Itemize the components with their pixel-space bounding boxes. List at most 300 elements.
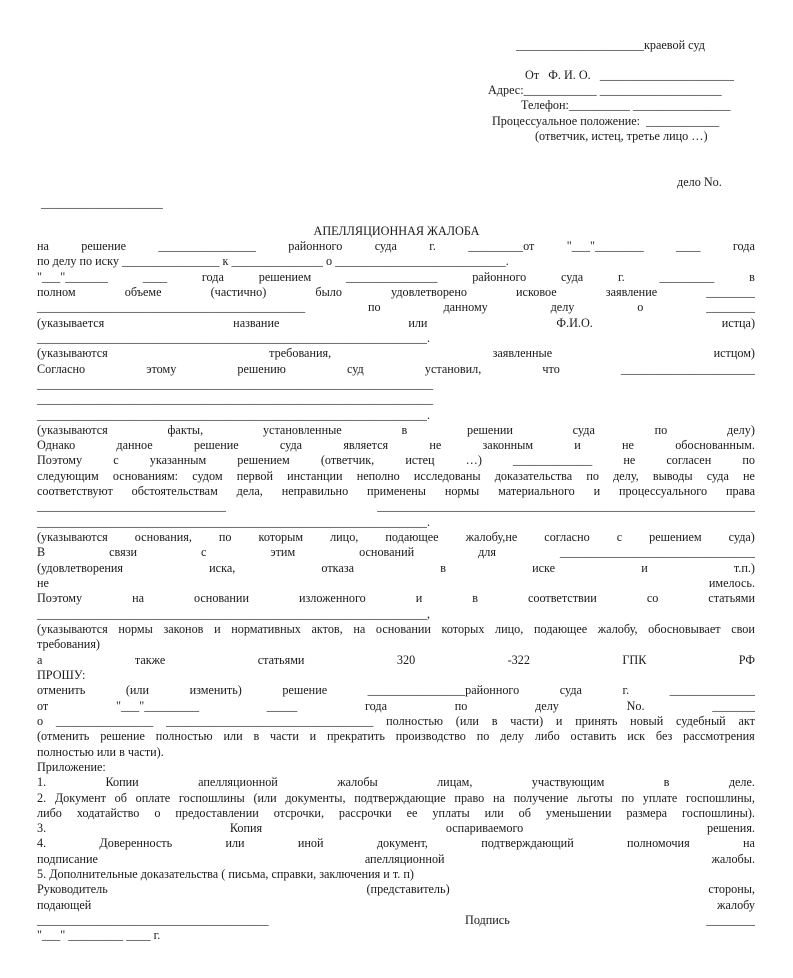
- word: о: [154, 805, 161, 820]
- word: актов,: [311, 622, 343, 636]
- word: нормативных: [231, 622, 301, 636]
- word: госпошлины).: [682, 805, 755, 820]
- word: либо: [534, 729, 560, 744]
- word: _____________: [513, 453, 593, 468]
- word: и: [214, 622, 221, 636]
- word: (или: [253, 790, 277, 805]
- word: (указываются: [37, 346, 108, 361]
- word: дела,: [236, 484, 263, 499]
- word: в: [401, 422, 408, 437]
- word: судом: [192, 468, 223, 483]
- word: участвующим: [531, 775, 605, 790]
- word: ______________________: [620, 361, 755, 376]
- word: 3.: [37, 821, 47, 836]
- word: либо: [37, 805, 62, 820]
- document-line: [37, 882, 755, 897]
- word: суда: [559, 683, 582, 698]
- word: заявленные: [492, 346, 553, 361]
- word: апелляционной: [198, 775, 278, 790]
- word: на: [132, 591, 145, 606]
- document-line: [37, 362, 755, 377]
- word: РФ: [738, 652, 755, 667]
- word: 4.: [37, 836, 47, 851]
- word: (отменить: [37, 729, 90, 744]
- word: ____________________________________________: [37, 300, 306, 315]
- word: иск: [627, 729, 646, 744]
- word: оспариваемого: [445, 821, 524, 836]
- word: суда): [728, 530, 755, 545]
- word: решению: [237, 361, 286, 376]
- word: Ф.И.О.: [556, 315, 593, 330]
- word: "___"_______: [37, 269, 108, 284]
- word: иске: [532, 560, 556, 575]
- document-line: [37, 898, 755, 913]
- word: решением: [649, 530, 702, 545]
- word: ______________________________________: [37, 913, 269, 928]
- document-line: ________________________________________________________________.: [37, 407, 431, 422]
- document-line: [37, 852, 755, 867]
- word: по: [218, 530, 232, 545]
- case-number-label: дело No.: [677, 175, 722, 189]
- case-number-blank: ____________________: [41, 196, 163, 210]
- word: г.: [429, 239, 436, 253]
- word: суда: [561, 269, 584, 284]
- word: деле.: [728, 775, 755, 790]
- word: делу): [727, 422, 755, 437]
- word: истец: [405, 453, 435, 468]
- word: иной: [297, 836, 324, 851]
- word: делу: [550, 300, 575, 315]
- word: что: [542, 361, 560, 376]
- document-line: по делу по иску ________________ к _______________ о ____________________________.: [37, 254, 509, 269]
- word: заявление: [605, 284, 658, 299]
- word: подтверждающий: [481, 836, 574, 851]
- document-line: [37, 499, 755, 514]
- word: обстоятельствам: [131, 484, 218, 499]
- word: новый: [630, 713, 664, 728]
- word: на: [742, 836, 755, 851]
- word: с: [201, 545, 207, 560]
- word: также: [134, 652, 166, 667]
- word: (или: [125, 683, 150, 698]
- word: полном: [37, 284, 76, 299]
- word: "___"________: [566, 239, 644, 253]
- word: материального: [498, 484, 575, 499]
- word: статьями: [708, 591, 755, 606]
- word: решением: [258, 269, 312, 284]
- document-line: [37, 806, 755, 821]
- word: а: [37, 652, 43, 667]
- word: предоставлении: [175, 805, 259, 820]
- word: г.: [618, 269, 625, 284]
- word: удовлетворено: [391, 284, 467, 299]
- word: районного: [472, 269, 527, 284]
- word: и: [555, 713, 563, 728]
- word: ________________районного: [367, 683, 520, 698]
- document-line: [37, 438, 755, 453]
- word: по: [367, 300, 381, 315]
- word: Руководитель: [37, 882, 108, 897]
- word: _______________________________: [37, 499, 226, 514]
- word: подписание: [37, 851, 98, 866]
- word: (ответчик,: [320, 453, 375, 468]
- word: решение: [193, 438, 239, 453]
- document-line: [37, 913, 755, 928]
- document-line: [37, 729, 755, 744]
- word: от: [37, 698, 49, 713]
- word: лицо,: [330, 530, 359, 545]
- word: рассмотрения: [683, 729, 755, 744]
- word: обоснованным.: [675, 438, 755, 453]
- word: оснований: [359, 545, 415, 560]
- word: подающее: [533, 622, 588, 636]
- word: решении: [467, 422, 513, 437]
- word: по: [454, 698, 468, 713]
- document-line: [37, 300, 755, 315]
- word: жалобу,: [597, 622, 638, 636]
- word: жалобу,не: [465, 530, 518, 545]
- word: подающей: [37, 897, 92, 912]
- word: суда: [572, 422, 595, 437]
- word: на: [353, 622, 366, 636]
- word: свои: [731, 622, 755, 636]
- word: требования,: [269, 346, 332, 361]
- document-line: [37, 453, 755, 468]
- word: об: [114, 790, 127, 805]
- document-line: [37, 469, 755, 484]
- document-line: [37, 270, 755, 285]
- word: прекратить: [327, 729, 385, 744]
- word: ______________________________________________________________: [377, 499, 755, 514]
- document-line: [37, 775, 755, 790]
- word: этому: [146, 361, 177, 376]
- word: нормы: [444, 484, 480, 499]
- document-line: [37, 653, 755, 668]
- word: ______________: [669, 683, 755, 698]
- word: Копии: [105, 775, 139, 790]
- word: не: [37, 576, 49, 591]
- word: госпошлины,: [686, 790, 755, 805]
- word: ________________________________: [559, 545, 755, 560]
- word: или: [225, 836, 245, 851]
- word: льготы: [576, 790, 613, 805]
- word: _________: [659, 269, 715, 284]
- word: уплаты: [432, 805, 470, 820]
- word: года: [732, 239, 755, 253]
- word: делу: [535, 698, 559, 713]
- document-line: Приложение:: [37, 759, 106, 774]
- word: _______: [712, 698, 755, 713]
- word: _______________: [345, 269, 438, 284]
- word: _________от: [468, 239, 535, 253]
- document-line: [37, 591, 755, 606]
- word: по: [621, 790, 635, 805]
- word: не: [429, 438, 442, 453]
- word: (указывается: [37, 315, 105, 330]
- word: законов: [163, 622, 204, 636]
- document-line: [37, 683, 755, 698]
- word: законным: [482, 438, 534, 453]
- word: части): [510, 713, 544, 728]
- word: выводы: [652, 468, 693, 483]
- word: решения.: [706, 821, 755, 836]
- word: и: [309, 729, 317, 744]
- word: подающее: [385, 530, 439, 545]
- word: решение: [100, 729, 145, 744]
- word: ________________: [55, 713, 154, 728]
- word: Подпись: [465, 913, 510, 928]
- word: или: [484, 805, 504, 820]
- word: (представитель): [366, 882, 450, 897]
- word: ____: [142, 269, 168, 284]
- word: по: [586, 468, 599, 483]
- word: на: [37, 239, 49, 253]
- word: в: [440, 560, 446, 575]
- word: факты,: [167, 422, 204, 437]
- word: части: [270, 729, 299, 744]
- word: исследованы: [413, 468, 481, 483]
- word: стороны,: [708, 882, 755, 897]
- word: по: [742, 453, 755, 468]
- word: объеме: [124, 284, 162, 299]
- word: подтверждающие: [354, 790, 446, 805]
- word: оплате: [135, 790, 171, 805]
- document-line: [37, 346, 755, 361]
- sender-address-field: Адрес:____________ ____________________: [488, 83, 722, 97]
- word: ____: [676, 239, 701, 253]
- document-line: "___" _________ ____ г.: [37, 928, 161, 943]
- word: (указываются: [37, 530, 108, 545]
- word: согласен: [666, 453, 712, 468]
- word: основания,: [134, 530, 192, 545]
- word: в: [253, 729, 260, 744]
- word: (удовлетворения: [37, 560, 124, 575]
- word: в: [663, 775, 670, 790]
- document-line: [37, 545, 755, 560]
- word: Однако: [37, 438, 76, 453]
- word: с: [113, 453, 119, 468]
- word: истцом): [713, 346, 755, 361]
- word: решением: [237, 453, 290, 468]
- word: ГПК: [622, 652, 647, 667]
- word: не: [623, 453, 636, 468]
- word: не: [743, 468, 755, 483]
- word: "___"_________: [115, 698, 200, 713]
- word: по: [654, 422, 668, 437]
- word: лицо,: [495, 622, 524, 636]
- word: отказа: [321, 560, 355, 575]
- word: без: [655, 729, 673, 744]
- word: Поэтому: [37, 591, 83, 606]
- word: суда: [706, 468, 729, 483]
- document-line: [37, 622, 755, 637]
- word: суда: [279, 438, 303, 453]
- word: года: [201, 269, 224, 284]
- word: с: [616, 530, 623, 545]
- word: уменьшении: [545, 805, 612, 820]
- word: Согласно: [37, 361, 86, 376]
- word: рассрочки: [338, 805, 392, 820]
- document-line: [37, 791, 755, 806]
- word: судебный: [676, 713, 726, 728]
- word: или: [223, 729, 243, 744]
- word: отменить: [37, 683, 86, 698]
- word: основаниям:: [112, 468, 179, 483]
- document-line: ________________________________________________________________,: [37, 606, 431, 621]
- word: указанным: [149, 453, 207, 468]
- word: со: [646, 591, 659, 606]
- word: является: [343, 438, 389, 453]
- word: иска,: [209, 560, 236, 575]
- word: этим: [270, 545, 296, 560]
- word: районного: [288, 239, 343, 253]
- word: нормы: [118, 622, 153, 636]
- word: в: [472, 591, 478, 606]
- word: -322: [507, 652, 530, 667]
- word: принять: [575, 713, 618, 728]
- word: имелось.: [708, 576, 755, 591]
- word: 320: [396, 652, 416, 667]
- word: ________________: [158, 239, 256, 253]
- word: и: [641, 560, 648, 575]
- document-line: [37, 836, 755, 851]
- word: право: [454, 790, 485, 805]
- word: жалобы.: [711, 851, 755, 866]
- word: отсрочки,: [273, 805, 324, 820]
- document-line: [37, 561, 755, 576]
- word: об: [518, 805, 531, 820]
- word: No.: [626, 698, 645, 713]
- word: процессуального: [619, 484, 708, 499]
- word: обосновывает: [648, 622, 721, 636]
- word: в: [749, 269, 755, 284]
- word: установил,: [424, 361, 482, 376]
- word: для: [478, 545, 496, 560]
- word: соответствуют: [37, 484, 113, 499]
- word: …): [465, 453, 482, 468]
- word: согласно: [544, 530, 590, 545]
- word: на: [492, 790, 505, 805]
- word: установленные: [262, 422, 342, 437]
- word: (частично): [210, 284, 267, 299]
- word: по: [476, 729, 490, 744]
- word: (или: [455, 713, 479, 728]
- word: апелляционной: [364, 851, 445, 866]
- word: ________: [706, 300, 755, 315]
- word: данному: [443, 300, 488, 315]
- word: делу,: [613, 468, 639, 483]
- word: лицам,: [437, 775, 473, 790]
- word: документ,: [376, 836, 428, 851]
- word: которых: [441, 622, 485, 636]
- word: ходатайство: [76, 805, 140, 820]
- word: Документ: [54, 790, 106, 805]
- word: ее: [406, 805, 418, 820]
- word: получение: [513, 790, 569, 805]
- word: _____: [266, 698, 298, 713]
- word: статьями: [257, 652, 305, 667]
- word: ________: [706, 913, 755, 928]
- document-line: _________________________________________________________________: [37, 376, 434, 391]
- document-line: _________________________________________________________________: [37, 392, 434, 407]
- document-line: полностью или в части).: [37, 744, 164, 759]
- document-line: ПРОШУ:: [37, 667, 86, 682]
- word: решение: [282, 683, 328, 698]
- document-title: АПЕЛЛЯЦИОННАЯ ЖАЛОБА: [313, 224, 480, 238]
- word: полностью: [386, 713, 443, 728]
- document-line: [37, 714, 755, 729]
- word: ________: [706, 284, 755, 299]
- procedural-status-hint: (ответчик, истец, третье лицо …): [535, 129, 708, 143]
- document-line: [37, 699, 755, 714]
- word: и: [415, 591, 423, 606]
- document-line: ________________________________________________________________.: [37, 330, 431, 345]
- word: производство: [395, 729, 466, 744]
- word: Копия: [229, 821, 263, 836]
- word: не: [622, 438, 634, 453]
- word: изменить): [189, 683, 242, 698]
- word: неправильно: [281, 484, 349, 499]
- document-line: [37, 484, 755, 499]
- word: решение: [81, 239, 127, 253]
- word: неполно: [356, 468, 400, 483]
- word: 2.: [37, 790, 47, 805]
- word: связи: [109, 545, 138, 560]
- word: (указываются: [37, 622, 108, 636]
- word: о: [637, 300, 644, 315]
- court-name-field: _____________________краевой суд: [516, 38, 705, 52]
- word: В: [37, 545, 46, 560]
- word: госпошлины: [178, 790, 245, 805]
- word: было: [315, 284, 342, 299]
- word: исковое: [516, 284, 557, 299]
- word: Поэтому: [37, 453, 83, 468]
- word: акт: [738, 713, 755, 728]
- word: следующим: [37, 468, 99, 483]
- word: инстанции: [287, 468, 343, 483]
- document-line: [37, 576, 755, 591]
- word: года: [364, 698, 388, 713]
- word: и: [593, 484, 601, 499]
- word: жалобы: [337, 775, 378, 790]
- word: о: [37, 713, 44, 728]
- word: истца): [721, 315, 755, 330]
- document-line: [37, 316, 755, 331]
- document-line: [37, 239, 755, 254]
- word: оставить: [570, 729, 617, 744]
- word: полномочия: [627, 836, 690, 851]
- document-line: ________________________________________________________________.: [37, 514, 431, 529]
- word: изложенного: [298, 591, 366, 606]
- word: данное: [116, 438, 153, 453]
- word: делу: [500, 729, 524, 744]
- procedural-status-field: Процессуальное положение: ____________: [492, 114, 720, 128]
- word: документы,: [285, 790, 346, 805]
- word: в: [491, 713, 498, 728]
- word: основании: [375, 622, 431, 636]
- word: суда: [374, 239, 397, 253]
- sender-phone-field: Телефон:__________ ________________: [521, 98, 731, 112]
- word: применены: [367, 484, 426, 499]
- word: основании: [193, 591, 249, 606]
- word: полностью: [155, 729, 213, 744]
- sender-name-field: От Ф. И. О. ______________________: [525, 68, 734, 82]
- document-line: 5. Дополнительные доказательства ( письма, справки, заключения и т. п): [37, 867, 414, 882]
- word: первой: [236, 468, 273, 483]
- word: и: [574, 438, 581, 453]
- word: или: [408, 315, 428, 330]
- document-line: [37, 423, 755, 438]
